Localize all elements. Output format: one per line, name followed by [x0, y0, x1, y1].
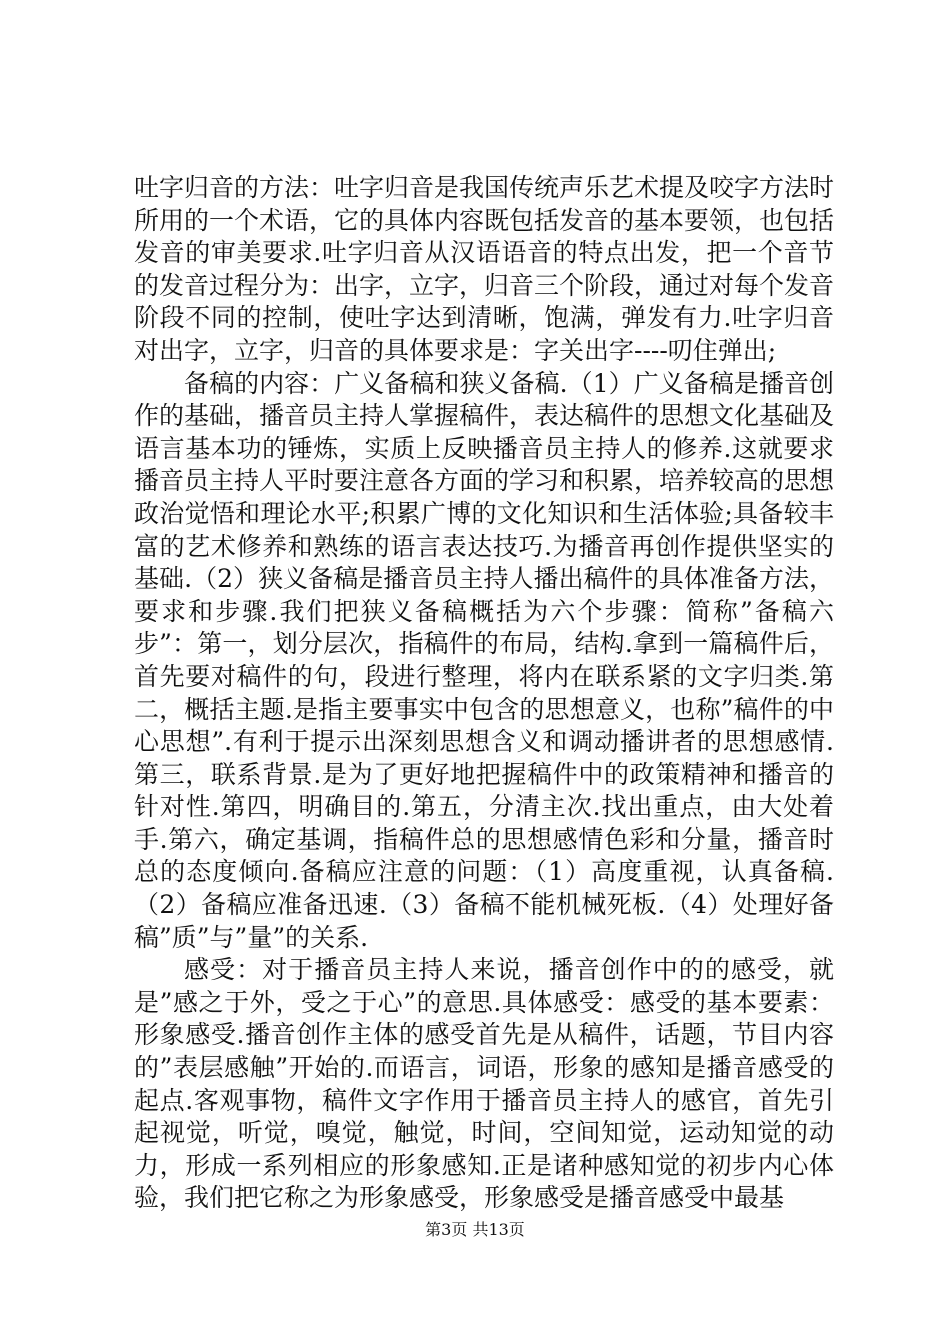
paragraph-spitting-words: 吐字归音的方法：吐字归音是我国传统声乐艺术提及咬字方法时所用的一个术语，它的具体内容既包括发音的基本要领，也包括发音的审美要求.吐字归音从汉语语音的特点出发，把一个音节的发音过程分为：出字，立字，归音三个阶段，通过对每个发音阶段不同的控制，使吐字达到清晰，饱满，弹发有力.吐字归音对出字，立字，归音的具体要求是：字关出字----叨住弹出; — [134, 173, 835, 365]
page-number-footer: 第3页 共13页 — [425, 1220, 525, 1239]
paragraph-perception: 感受：对于播音员主持人来说，播音创作中的的感受，就是”感之于外，受之于心”的意思.具体感受：感受的基本要素：形象感受.播音创作主体的感受首先是从稿件，话题，节目内容的”表层感触”开始的.而语言，词语，形象的感知是播音感受的起点.客观事物，稿件文字作用于播音员主持人的感官，首先引起视觉，听觉，嗅觉，触觉，时间，空间知觉，运动知觉的动力，形成一系列相应的形象感知.正是诸种感知觉的初步内心体验，我们把它称之为形象感受，形象感受是播音感受中最基 — [134, 955, 834, 1213]
body-text — [134, 172, 834, 1215]
paragraph-script-preparation: 备稿的内容：广义备稿和狭义备稿.（1）广义备稿是播音创作的基础，播音员主持人掌握稿件，表达稿件的思想文化基础及语言基本功的锤炼，实质上反映播音员主持人的修养.这就要求播音员主持人平时要注意各方面的学习和积累，培养较高的思想政治觉悟和理论水平;积累广博的文化知识和生活体验;具备较丰富的艺术修养和熟练的语言表达技巧.为播音再创作提供坚实的基础.（2）狭义备稿是播音员主持人播出稿件的具体准备方法，要求和步骤.我们把狭义备稿概括为六个步骤：简称”备稿六步”：第一，划分层次，指稿件的布局，结构.拿到一篇稿件后，首先要对稿件的句，段进行整理，将内在联系紧的文字归类.第二，概括主题.是指主要事实中包含的思想意义，也称”稿件的中心思想”.有利于提示出深刻思想含义和调动播讲者的思想感情.第三，联系背景.是为了更好地把握稿件中的政策精神和播音的针对性.第四，明确目的.第五，分清主次.找出重点，由大处着手.第六，确定基调，指稿件总的思想感情色彩和分量，播音时总的态度倾向.备稿应注意的问题：（1）高度重视，认真备稿.（2）备稿应准备迅速.（3）备稿不能机械死板.（4）处理好备稿”质”与”量”的关系. — [134, 368, 835, 952]
